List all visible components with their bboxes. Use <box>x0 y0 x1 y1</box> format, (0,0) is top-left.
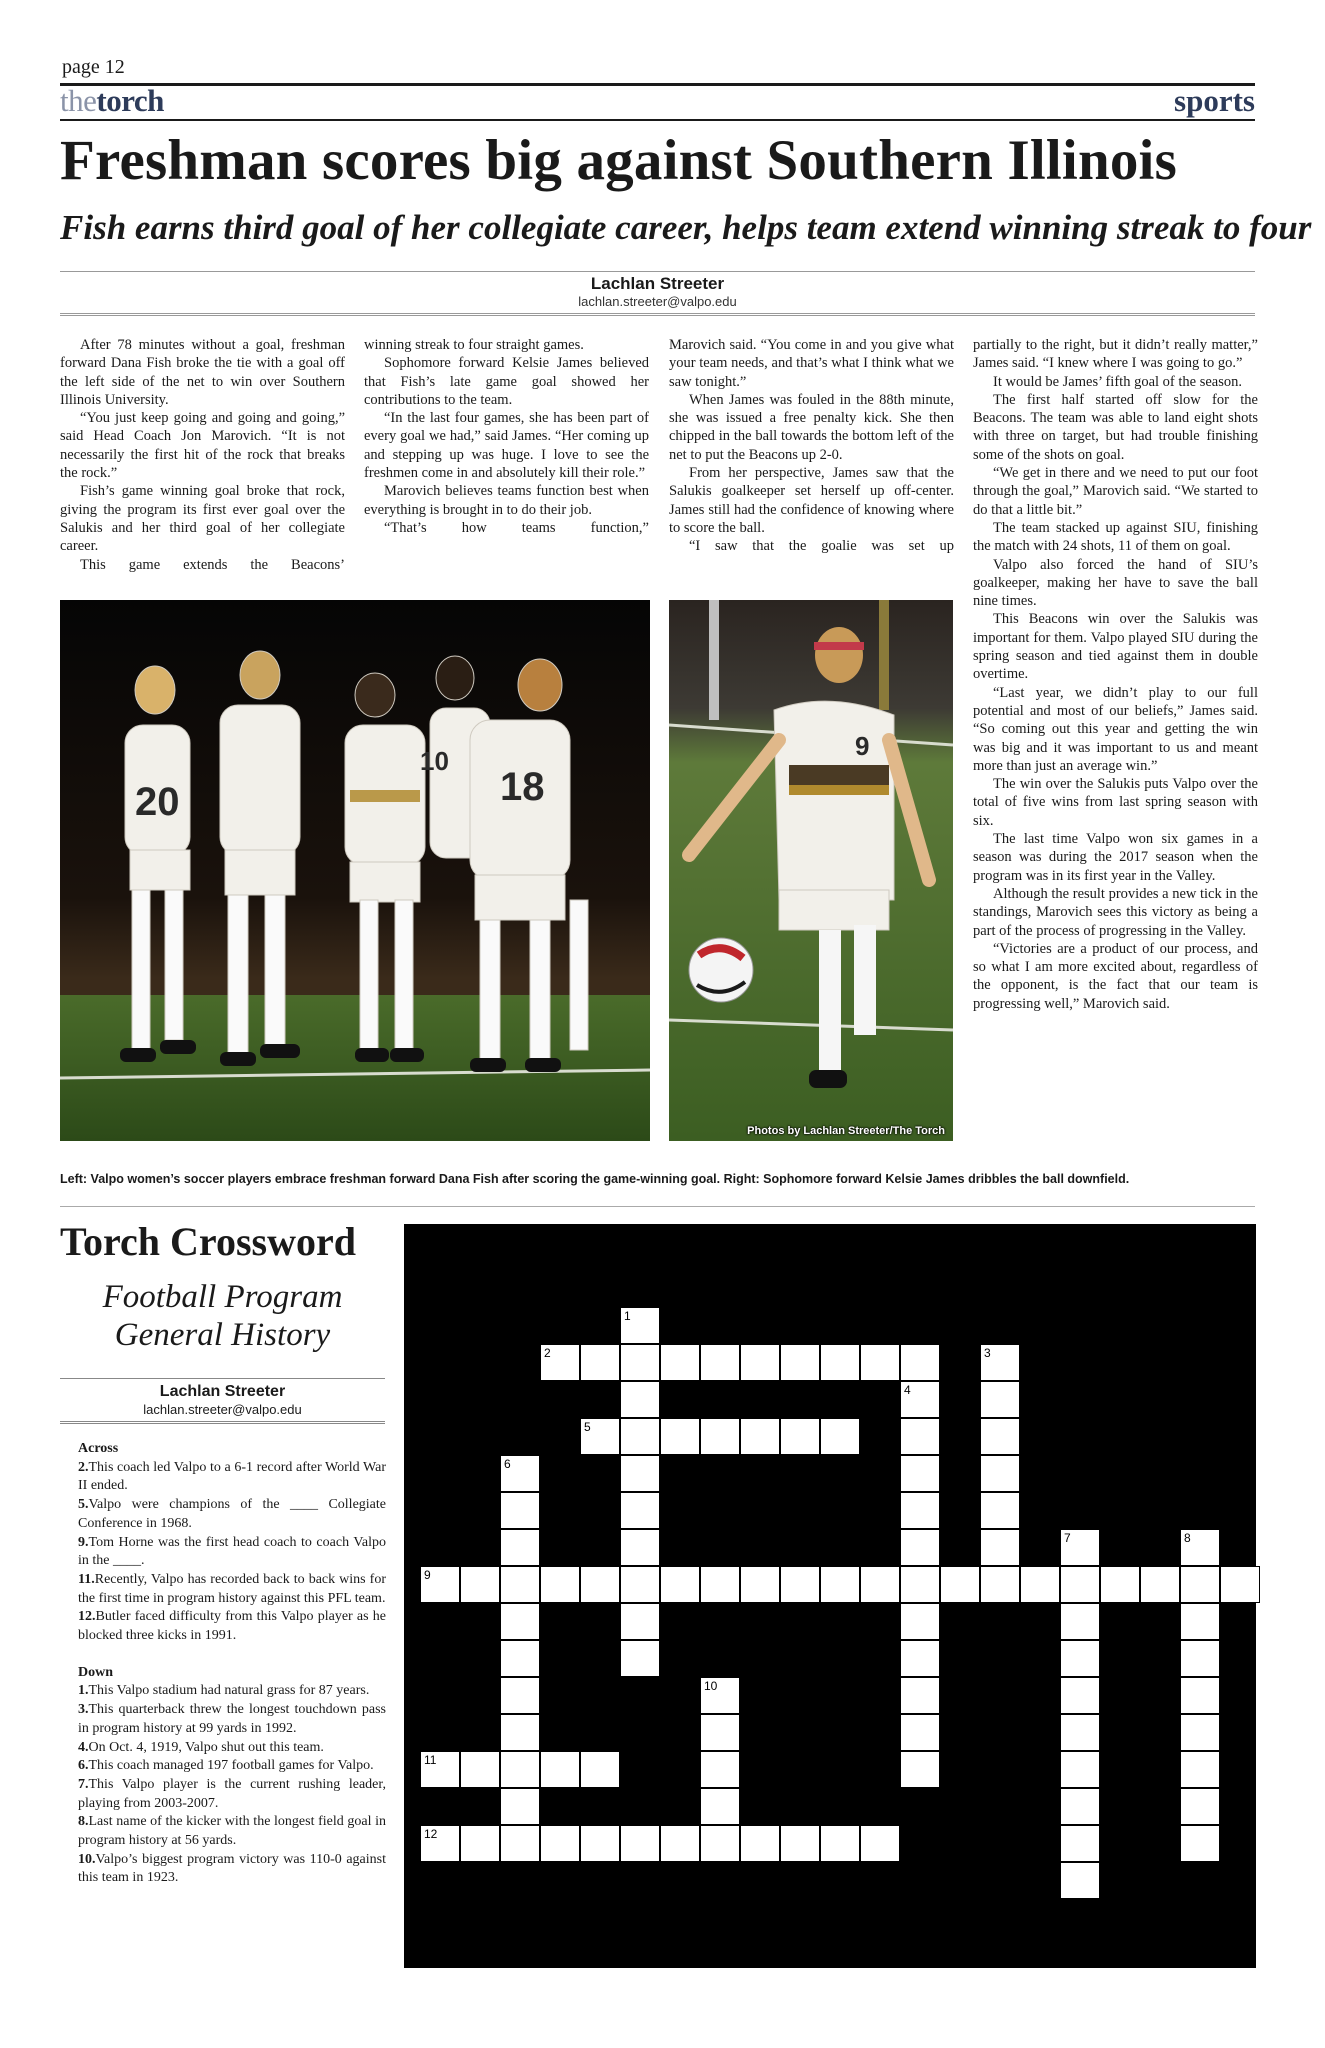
article-column-3 <box>669 336 954 556</box>
header-rule-top <box>60 83 1255 86</box>
crossword-cell[interactable] <box>540 1344 580 1381</box>
crossword-cell[interactable] <box>660 1566 700 1603</box>
crossword-cell[interactable] <box>1060 1566 1100 1603</box>
section-label: sports <box>1174 83 1255 118</box>
crossword-cell[interactable] <box>540 1566 580 1603</box>
crossword-clue-number: 9 <box>424 1568 431 1582</box>
crossword-cell[interactable] <box>660 1418 700 1455</box>
crossword-cell[interactable] <box>1180 1603 1220 1640</box>
crossword-cell[interactable] <box>500 1640 540 1677</box>
crossword-cell[interactable] <box>900 1344 940 1381</box>
crossword-cell[interactable] <box>500 1455 540 1492</box>
crossword-clues <box>78 1440 386 1888</box>
crossword-cell[interactable] <box>1180 1714 1220 1751</box>
crossword-cell[interactable] <box>980 1455 1020 1492</box>
crossword-cell[interactable] <box>820 1418 860 1455</box>
crossword-clue-number: 1 <box>624 1309 631 1323</box>
crossword-cell[interactable] <box>780 1566 820 1603</box>
crossword-cell[interactable] <box>620 1418 660 1455</box>
crossword-cell[interactable] <box>740 1825 780 1862</box>
paragraph: winning streak to four straight games. <box>364 337 584 353</box>
paragraph: “That’s how teams function,” <box>384 519 649 536</box>
crossword-cell[interactable] <box>740 1566 780 1603</box>
crossword-cell[interactable] <box>580 1751 620 1788</box>
crossword-cell[interactable] <box>660 1825 700 1862</box>
crossword-cell[interactable] <box>500 1566 540 1603</box>
crossword-cell[interactable] <box>700 1566 740 1603</box>
crossword-cell[interactable] <box>500 1529 540 1566</box>
crossword-cell[interactable] <box>500 1677 540 1714</box>
clue-down: 7.This Valpo player is the current rushing leader, playing from 2003-2007. <box>78 1776 386 1811</box>
crossword-cell[interactable] <box>900 1455 940 1492</box>
photo-credit: Photos by Lachlan Streeter/The Torch <box>747 1125 945 1137</box>
crossword-cell[interactable] <box>620 1529 660 1566</box>
crossword-clue-number: 3 <box>984 1346 991 1360</box>
crossword-cell[interactable] <box>820 1566 860 1603</box>
crossword-cell[interactable] <box>860 1825 900 1862</box>
crossword-cell[interactable] <box>900 1714 940 1751</box>
crossword-cell[interactable] <box>1060 1529 1100 1566</box>
jersey-number: 20 <box>135 780 180 824</box>
crossword-cell[interactable] <box>580 1566 620 1603</box>
crossword-cell[interactable] <box>540 1751 580 1788</box>
crossword-cell[interactable] <box>500 1603 540 1640</box>
crossword-cell[interactable] <box>620 1307 660 1344</box>
crossword-byline-email: lachlan.streeter@valpo.edu <box>143 1402 302 1417</box>
paragraph: Although the result provides a new tick in the standings, Marovich sees this victory as being a part of the process of progressing in the Valley. <box>973 885 1258 939</box>
crossword-cell[interactable] <box>700 1714 740 1751</box>
crossword-cell[interactable] <box>860 1344 900 1381</box>
clue-down: 3.This quarterback threw the longest touchdown pass in program history at 99 yards in 1992. <box>78 1702 386 1736</box>
byline-rule-top <box>60 271 1255 272</box>
crossword-cell[interactable] <box>500 1788 540 1825</box>
crossword-cell[interactable] <box>700 1344 740 1381</box>
paragraph: partially to the right, but it didn’t really matter,” James said. “I knew where I was going to go.” <box>973 337 1258 372</box>
team-celebration-illustration <box>60 600 650 1141</box>
crossword-cell[interactable] <box>460 1566 500 1603</box>
crossword-cell[interactable] <box>500 1492 540 1529</box>
crossword-cell[interactable] <box>500 1751 540 1788</box>
crossword-subtitle <box>60 1278 385 1354</box>
crossword-cell[interactable] <box>980 1381 1020 1418</box>
paragraph: This game extends the Beacons’ <box>80 556 345 573</box>
paragraph: When James was fouled in the 88th minute, she was issued a free penalty kick. She then chipped in the ball towards the bottom left of the net to put the Beacons up 2-0. <box>669 391 954 463</box>
crossword-cell[interactable] <box>500 1825 540 1862</box>
crossword-cell[interactable] <box>900 1418 940 1455</box>
crossword-clue-number: 10 <box>704 1679 718 1693</box>
byline-author: Lachlan Streeter <box>590 274 725 293</box>
section-separator <box>60 1206 1255 1207</box>
clue-down: 8.Last name of the kicker with the longest field goal in program history at 56 yards. <box>78 1814 386 1849</box>
crossword-cell[interactable] <box>820 1344 860 1381</box>
across-heading: Across <box>78 1441 119 1456</box>
paragraph: “Last year, we didn’t play to our full potential and most of our beliefs,” James said. “So coming out this year and getting the win was big and it was important to us and meant more than just an average win.” <box>973 684 1258 774</box>
clue-across: 5.Valpo were champions of the ____ Collegiate Conference in 1968. <box>78 1497 386 1531</box>
crossword-cell[interactable] <box>900 1677 940 1714</box>
paragraph: “We get in there and we need to put our foot through the goal,” Marovich said. “We started to do that a little bit.” <box>973 465 1258 518</box>
clue-down: 1.This Valpo stadium had natural grass for 87 years. <box>78 1683 370 1699</box>
crossword-cell[interactable] <box>700 1677 740 1714</box>
crossword-cell[interactable] <box>420 1566 460 1603</box>
crossword-cell[interactable] <box>660 1344 700 1381</box>
clue-across: 12.Butler faced difficulty from this Valpo player as he blocked three kicks in 1991. <box>78 1609 386 1644</box>
article-column-1 <box>60 336 345 574</box>
crossword-cell[interactable] <box>980 1492 1020 1529</box>
clue-down: 10.Valpo’s biggest program victory was 110-0 against this team in 1923. <box>78 1851 386 1886</box>
article-column-4 <box>973 336 1258 1013</box>
crossword-cell[interactable] <box>460 1825 500 1862</box>
clue-across: 9.Tom Horne was the first head coach to coach Valpo in the ____. <box>78 1534 386 1569</box>
crossword-cell[interactable] <box>1180 1825 1220 1862</box>
crossword-cell[interactable] <box>620 1603 660 1640</box>
crossword-cell[interactable] <box>740 1344 780 1381</box>
crossword-cell[interactable] <box>940 1566 980 1603</box>
crossword-cell[interactable] <box>1220 1566 1260 1603</box>
crossword-cell[interactable] <box>620 1455 660 1492</box>
jersey-number: 18 <box>500 765 545 809</box>
crossword-byline-rule-top <box>60 1378 385 1379</box>
clue-across: 2.This coach led Valpo to a 6-1 record after World War II ended. <box>78 1459 386 1494</box>
crossword-cell[interactable] <box>700 1751 740 1788</box>
crossword-cell[interactable] <box>1060 1677 1100 1714</box>
crossword-cell[interactable] <box>900 1529 940 1566</box>
paragraph: “In the last four games, she has been part of every goal we had,” said James. “Her coming up and stepping up was huge. I love to see the freshmen come in and absolutely kill their role.” <box>364 410 649 482</box>
paragraph: From her perspective, James saw that the Salukis goalkeeper set herself up off-center. James still had the confidence of knowing where to score the ball. <box>669 465 954 536</box>
crossword-cell[interactable] <box>620 1640 660 1677</box>
byline-rule-bottom <box>60 313 1255 316</box>
crossword-grid <box>404 1224 1256 1968</box>
crossword-cell[interactable] <box>980 1344 1020 1381</box>
crossword-subtitle-line: General History <box>114 1317 331 1353</box>
paragraph: Marovich believes teams function best when everything is brought in to do their job. <box>364 483 649 518</box>
paragraph: Fish’s game winning goal broke that rock, giving the program its first ever goal over the Salukis and her third goal of her collegiate career. <box>60 483 345 555</box>
crossword-cell[interactable] <box>740 1418 780 1455</box>
page-number: page 12 <box>62 56 125 78</box>
paragraph: “I saw that the goalie was set up <box>689 538 954 555</box>
photo-caption: Left: Valpo women’s soccer players embrace freshman forward Dana Fish after scoring the game-winning goal. Right: Sophomore forward Kelsie James dribbles the ball downfield. <box>60 1172 1130 1186</box>
paragraph: Marovich said. “You come in and you give what your team needs, and that’s what I think what we saw tonight.” <box>669 337 954 390</box>
crossword-cell[interactable] <box>540 1825 580 1862</box>
crossword-cell[interactable] <box>1060 1603 1100 1640</box>
paragraph: “Victories are a product of our process, and so what I am more excited about, regardless of the opponent, is the fact that our team is progressing well,” Marovich said. <box>973 940 1258 1012</box>
crossword-subtitle-line: Football Program <box>102 1279 343 1315</box>
byline-email: lachlan.streeter@valpo.edu <box>578 294 737 309</box>
crossword-cell[interactable] <box>900 1640 940 1677</box>
crossword-cell[interactable] <box>780 1418 820 1455</box>
crossword-cell[interactable] <box>780 1344 820 1381</box>
crossword-clue-number: 7 <box>1064 1531 1071 1545</box>
crossword-cell[interactable] <box>980 1418 1020 1455</box>
subheadline: Fish earns third goal of her collegiate career, helps team extend winning streak to four <box>60 208 1312 247</box>
header-rule-bottom <box>60 119 1255 121</box>
crossword-cell[interactable] <box>620 1381 660 1418</box>
crossword-cell[interactable] <box>420 1825 460 1862</box>
paragraph: After 78 minutes without a goal, freshman forward Dana Fish broke the tie with a goal off the left side of the net to win over Southern Illinois University. <box>60 337 345 408</box>
clue-across: 11.Recently, Valpo has recorded back to back wins for the first time in program history against this PFL team. <box>78 1571 386 1606</box>
crossword-cell[interactable] <box>580 1344 620 1381</box>
crossword-cell[interactable] <box>620 1492 660 1529</box>
crossword-cell[interactable] <box>1060 1751 1100 1788</box>
crossword-cell[interactable] <box>980 1529 1020 1566</box>
crossword-cell[interactable] <box>1180 1788 1220 1825</box>
crossword-byline-rule-bottom <box>60 1421 385 1424</box>
crossword-cell[interactable] <box>780 1825 820 1862</box>
crossword-cell[interactable] <box>500 1714 540 1751</box>
crossword-cell[interactable] <box>1180 1677 1220 1714</box>
crossword-cell[interactable] <box>1180 1529 1220 1566</box>
crossword-cell[interactable] <box>900 1751 940 1788</box>
clue-down: 6.This coach managed 197 football games for Valpo. <box>78 1758 374 1774</box>
crossword-cell[interactable] <box>860 1566 900 1603</box>
crossword-cell[interactable] <box>900 1566 940 1603</box>
crossword-clue-number: 2 <box>544 1346 551 1360</box>
crossword-cell[interactable] <box>1060 1825 1100 1862</box>
dribbling-player-photo <box>669 600 953 1141</box>
crossword-clue-number: 5 <box>584 1420 591 1434</box>
dribbling-player-illustration <box>669 600 953 1141</box>
paragraph: Valpo also forced the hand of SIU’s goalkeeper, making her have to save the ball nine times. <box>973 556 1258 610</box>
team-celebration-photo <box>60 600 650 1141</box>
crossword-cell[interactable] <box>1020 1566 1060 1603</box>
down-heading: Down <box>78 1664 114 1680</box>
crossword-cell[interactable] <box>580 1825 620 1862</box>
masthead-logo <box>60 83 164 119</box>
paragraph: The team stacked up against SIU, finishing the match with 24 shots, 11 of them on goal. <box>973 519 1258 555</box>
headline: Freshman scores big against Southern Illinois <box>60 129 1177 192</box>
crossword-cell[interactable] <box>580 1418 620 1455</box>
paragraph: The last time Valpo won six games in a season was during the 2017 season when the program was in its first year in the Valley. <box>973 831 1258 884</box>
crossword-cell[interactable] <box>420 1751 460 1788</box>
crossword-cell[interactable] <box>900 1381 940 1418</box>
crossword-cell[interactable] <box>460 1751 500 1788</box>
crossword-clue-number: 12 <box>424 1827 438 1841</box>
paragraph: It would be James’ fifth goal of the season. <box>993 373 1242 390</box>
crossword-cell[interactable] <box>1100 1566 1140 1603</box>
crossword-cell[interactable] <box>700 1825 740 1862</box>
clue-down: 4.On Oct. 4, 1919, Valpo shut out this team. <box>78 1739 324 1755</box>
crossword-byline-author: Lachlan Streeter <box>159 1383 286 1400</box>
crossword-clue-number: 8 <box>1184 1531 1191 1545</box>
masthead-the: the <box>60 83 97 118</box>
crossword-cell[interactable] <box>1060 1862 1100 1899</box>
crossword-title: Torch Crossword <box>60 1219 356 1264</box>
crossword-cell[interactable] <box>700 1418 740 1455</box>
crossword-clue-number: 4 <box>904 1383 911 1397</box>
crossword-cell[interactable] <box>620 1566 660 1603</box>
crossword-cell[interactable] <box>980 1566 1020 1603</box>
crossword-clue-number: 11 <box>424 1753 437 1767</box>
crossword-cell[interactable] <box>620 1825 660 1862</box>
article-column-2 <box>364 336 649 537</box>
crossword-cell[interactable] <box>620 1344 660 1381</box>
crossword-cell[interactable] <box>700 1788 740 1825</box>
jersey-number: 9 <box>855 731 870 761</box>
crossword-cell[interactable] <box>1140 1566 1180 1603</box>
crossword-cell[interactable] <box>1180 1566 1220 1603</box>
crossword-clue-number: 6 <box>504 1457 511 1471</box>
crossword-cell[interactable] <box>900 1603 940 1640</box>
paragraph: “You just keep going and going and going,” said Head Coach Jon Marovich. “It is not necessarily the first hit of the rock that breaks the rock.” <box>60 410 345 482</box>
paragraph: The win over the Salukis puts Valpo over the total of five wins from last spring season with six. <box>973 776 1258 829</box>
crossword-cell[interactable] <box>1060 1714 1100 1751</box>
jersey-number: 10 <box>420 746 449 776</box>
masthead-name: torch <box>96 83 164 118</box>
crossword-cell[interactable] <box>1180 1640 1220 1677</box>
crossword-cell[interactable] <box>1180 1751 1220 1788</box>
crossword-cell[interactable] <box>1060 1640 1100 1677</box>
paragraph: This Beacons win over the Salukis was important for them. Valpo played SIU during the spring season and tied against them in double overtime. <box>973 611 1258 683</box>
paragraph: The first half started off slow for the Beacons. The team was able to land eight shots with three on target, but had trouble finishing some of the shots on goal. <box>973 391 1258 463</box>
crossword-cell[interactable] <box>900 1492 940 1529</box>
crossword-cell[interactable] <box>1060 1788 1100 1825</box>
paragraph: Sophomore forward Kelsie James believed that Fish’s late game goal showed her contributions to the team. <box>364 355 649 408</box>
crossword-cell[interactable] <box>820 1825 860 1862</box>
